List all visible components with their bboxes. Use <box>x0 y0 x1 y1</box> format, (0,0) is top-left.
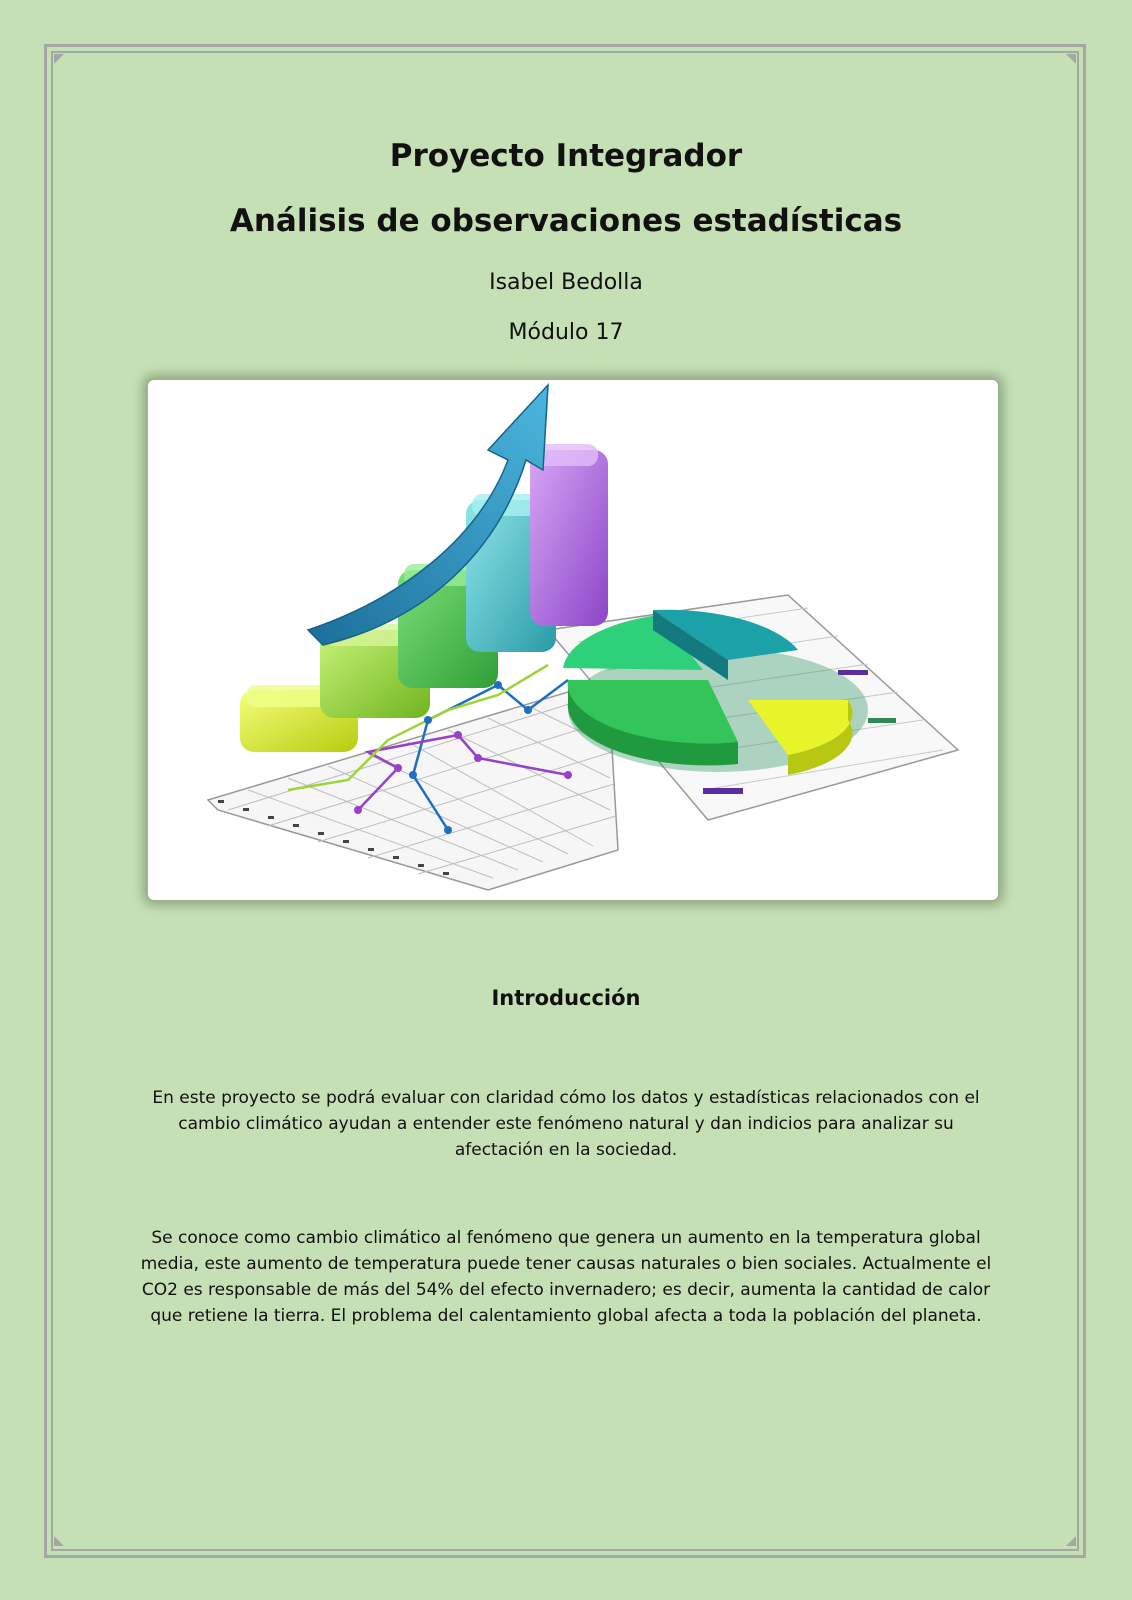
module-label: Módulo 17 <box>508 320 624 345</box>
statistics-illustration <box>148 380 998 900</box>
document-subtitle: Análisis de observaciones estadísticas <box>229 203 903 239</box>
author-name: Isabel Bedolla <box>489 270 643 295</box>
body-paragraph: Se conoce como cambio climático al fenómeno que genera un aumento en la temperatura global media, este aumento de temperatura puede tener causas naturales o bien sociales. Actualmente el CO2 es responsable de más del 54% del efecto invernadero; es decir, aumenta la cantidad de calor que retiene la tierra. El problema del calentamiento global afecta a toda la población del planeta. <box>140 1228 992 1326</box>
intro-paragraph: En este proyecto se podrá evaluar con claridad cómo los datos y estadísticas relacionados con el cambio climático ayudan a entender este fenómeno natural y dan indicios para analizar su afectación en la sociedad. <box>152 1088 980 1160</box>
corner-ornament <box>54 54 64 64</box>
corner-ornament <box>1066 1536 1076 1546</box>
document-title: Proyecto Integrador <box>389 138 743 174</box>
corner-ornament <box>1066 54 1076 64</box>
section-heading: Introducción <box>491 986 641 1010</box>
statistics-chart-illustration-icon <box>148 380 998 900</box>
bar-purple <box>530 444 608 626</box>
corner-ornament <box>54 1536 64 1546</box>
